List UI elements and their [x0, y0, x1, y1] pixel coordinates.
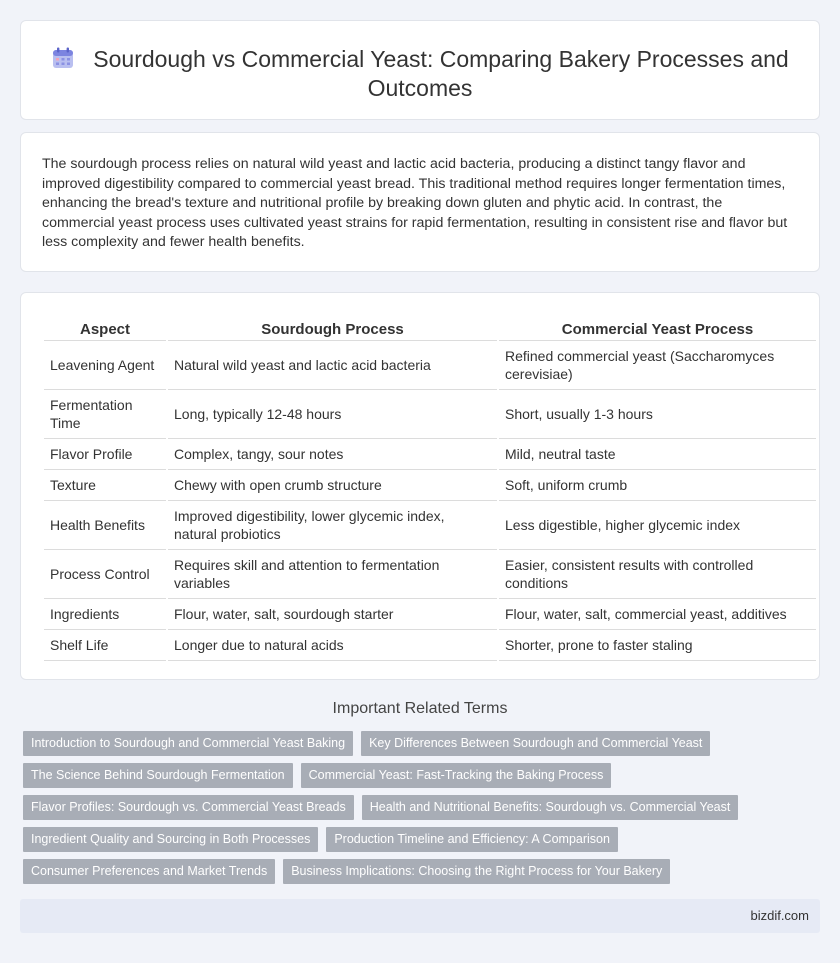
cell-aspect: Process Control	[44, 550, 166, 599]
cell-commercial: Refined commercial yeast (Saccharomyces cerevisiae)	[499, 341, 816, 390]
table-row	[44, 599, 816, 630]
related-term-link[interactable]: Production Timeline and Efficiency: A Comparison	[326, 827, 618, 852]
related-term-link[interactable]: Key Differences Between Sourdough and Commercial Yeast	[361, 731, 710, 756]
cell-sourdough: Improved digestibility, lower glycemic index, natural probiotics	[168, 501, 497, 550]
cell-aspect: Fermentation Time	[44, 390, 166, 439]
cell-sourdough: Flour, water, salt, sourdough starter	[168, 599, 497, 630]
column-header-aspect: Aspect	[44, 313, 166, 341]
comparison-table-card	[20, 292, 820, 680]
table-row	[44, 439, 816, 470]
cell-commercial: Soft, uniform crumb	[499, 470, 816, 501]
cell-aspect: Shelf Life	[44, 630, 166, 661]
cell-commercial: Short, usually 1-3 hours	[499, 390, 816, 439]
tag-row	[23, 731, 823, 763]
related-term-link[interactable]: The Science Behind Sourdough Fermentation	[23, 763, 293, 788]
table-row	[44, 390, 816, 439]
page-title-text: Sourdough vs Commercial Yeast: Comparing Bakery Processes and Outcomes	[93, 46, 789, 101]
cell-sourdough: Longer due to natural acids	[168, 630, 497, 661]
intro-card	[20, 132, 820, 272]
related-terms-heading: Important Related Terms	[332, 700, 508, 717]
cell-sourdough: Complex, tangy, sour notes	[168, 439, 497, 470]
table-row	[44, 501, 816, 550]
table-row	[44, 470, 816, 501]
footer	[20, 899, 820, 933]
cell-aspect: Health Benefits	[44, 501, 166, 550]
cell-aspect: Ingredients	[44, 599, 166, 630]
table-row	[44, 341, 816, 390]
related-term-link[interactable]: Health and Nutritional Benefits: Sourdough vs. Commercial Yeast	[362, 795, 739, 820]
page-title	[21, 45, 819, 103]
footer-brand: bizdif.com	[750, 908, 809, 923]
table-row	[44, 550, 816, 599]
related-term-link[interactable]: Commercial Yeast: Fast-Tracking the Baking Process	[301, 763, 612, 788]
comparison-table	[42, 313, 818, 661]
related-terms-list	[23, 731, 823, 891]
cell-sourdough: Natural wild yeast and lactic acid bacteria	[168, 341, 497, 390]
cell-aspect: Flavor Profile	[44, 439, 166, 470]
tag-row	[23, 795, 823, 827]
cell-sourdough: Requires skill and attention to fermentation variables	[168, 550, 497, 599]
cell-commercial: Mild, neutral taste	[499, 439, 816, 470]
cell-aspect: Leavening Agent	[44, 341, 166, 390]
cell-commercial: Easier, consistent results with controlled conditions	[499, 550, 816, 599]
tag-row	[23, 763, 823, 795]
cell-commercial: Less digestible, higher glycemic index	[499, 501, 816, 550]
intro-paragraph: The sourdough process relies on natural wild yeast and lactic acid bacteria, producing a distinct tangy flavor and improved digestibility compared to commercial yeast bread. This traditional method requires longer fermentation times, enhancing the bread's texture and nutritional profile by breaking down gluten and phytic acid. In contrast, the commercial yeast process uses cultivated yeast strains for rapid fermentation, resulting in consistent rise and flavor but less complexity and fewer health benefits.	[42, 156, 788, 251]
related-term-link[interactable]: Introduction to Sourdough and Commercial Yeast Baking	[23, 731, 353, 756]
cell-sourdough: Chewy with open crumb structure	[168, 470, 497, 501]
related-term-link[interactable]: Business Implications: Choosing the Right Process for Your Bakery	[283, 859, 670, 884]
calendar-icon	[51, 46, 75, 70]
table-row	[44, 630, 816, 661]
related-term-link[interactable]: Consumer Preferences and Market Trends	[23, 859, 275, 884]
related-term-link[interactable]: Flavor Profiles: Sourdough vs. Commercial Yeast Breads	[23, 795, 354, 820]
tag-row	[23, 827, 823, 859]
cell-sourdough: Long, typically 12-48 hours	[168, 390, 497, 439]
related-term-link[interactable]: Ingredient Quality and Sourcing in Both Processes	[23, 827, 318, 852]
column-header-sourdough: Sourdough Process	[168, 313, 497, 341]
title-card	[20, 20, 820, 120]
cell-commercial: Flour, water, salt, commercial yeast, additives	[499, 599, 816, 630]
tag-row	[23, 859, 823, 891]
column-header-commercial: Commercial Yeast Process	[499, 313, 816, 341]
table-header-row	[44, 313, 816, 341]
cell-commercial: Shorter, prone to faster staling	[499, 630, 816, 661]
cell-aspect: Texture	[44, 470, 166, 501]
